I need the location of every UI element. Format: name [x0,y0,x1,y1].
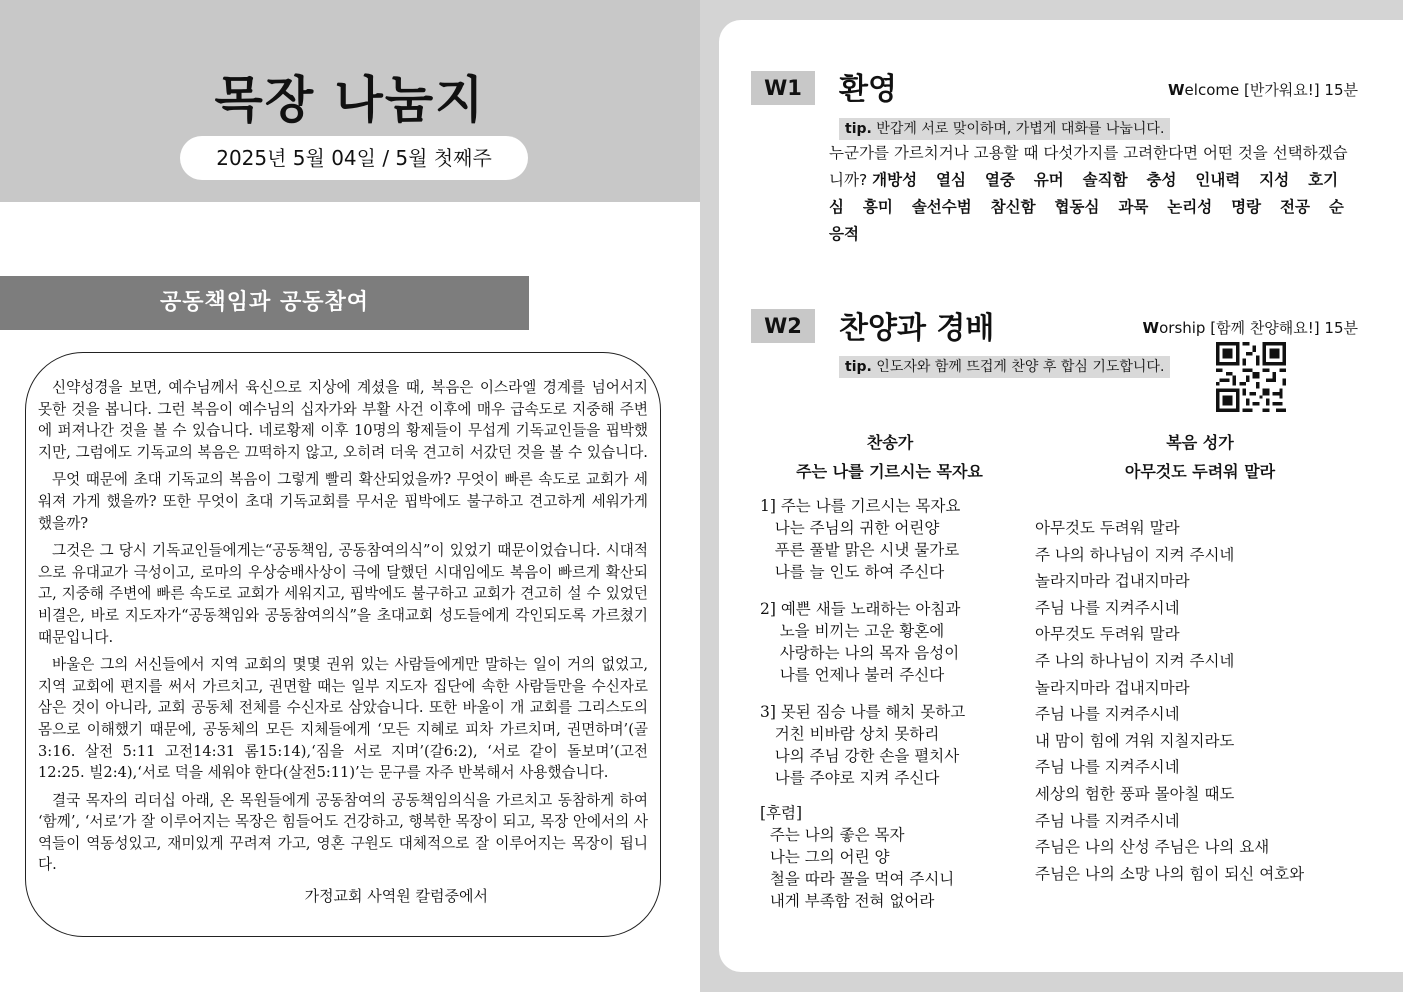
w1-keyword: 솔직함 [1082,171,1128,189]
hymn-category: 찬송가 [866,433,914,452]
w2-tip-label: tip. [845,359,872,375]
w1-question-block [829,140,1357,248]
hymn-lyric-line: [후렴] [760,804,803,822]
gospel-lyric-line: 놀라지마라 겁내지마라 [1035,572,1190,591]
w1-keyword: 전공 [1280,198,1310,216]
gospel-title: 아무것도 두려워 말라 [1124,462,1276,481]
w1-word-list [829,171,1344,243]
w2-meta [1143,317,1358,338]
w1-keyword: 개방성 [872,171,918,189]
hymn-lyric-line: 1] 주는 나를 기르시는 목자요 [760,497,961,515]
w1-keyword: 명랑 [1231,198,1262,216]
w1-keyword: 지성 [1259,171,1290,189]
hymn-lyric-line: 나는 그의 어린 양 [760,848,890,866]
hymn-title: 주는 나를 기르시는 목자요 [796,462,983,481]
w1-meta-text: elcome [반가워요!] 15분 [1184,81,1358,99]
article-paragraph: 결국 목자의 리더십 아래, 온 목원들에게 공동참여의 공동책임의식을 가르치고 동참하게 하여 ‘함께’, ‘서로’가 잘 이루어지는 목장은 힘들어도 건강하고, 행복한 목장이 되고, 목장 안에서의 사역들이 역동성있고, 재미있게 꾸려져 가고, 영혼 구원도 대체적으로 잘 이루어지는 목장이 됩니다. [38,791,648,874]
w1-keyword: 참신함 [990,198,1036,216]
article-paragraph: 신약성경을 보면, 예수님께서 육신으로 지상에 계셨을 때, 복음은 이스라엘 경계를 넘어서지 못한 것을 봅니다. 그런 복음이 예수님의 십자가와 부활 사건 이후에 매우 급속도로 지중해 주변에 퍼져나간 것을 볼 수 있습니다. 네로황제 이후 10명의 황제들이 무섭게 기독교인들을 핍박했지만, 그럼에도 기독교의 복음은 끄떡하지 않고, 오히려 더욱 견고히 서갔던 것을 볼 수 있습니다. [38,379,648,461]
w1-meta-initial: W [1168,81,1185,99]
gospel-lyric-line: 세상의 험한 풍파 몰아칠 때도 [1035,785,1235,803]
w1-keyword: 열중 [984,171,1015,189]
hymn-lyric-line: 2] 예쁜 새들 노래하는 아침과 [760,600,961,618]
gospel-lyric-line: 주 나의 하나님이 지켜 주시네 [1035,652,1235,670]
hymn-lyric-line: 나를 늘 인도 하여 주신다 [760,563,945,581]
article-paragraph: 무엇 때문에 초대 기독교의 복음이 그렇게 빨리 확산되었을까? 무엇이 빠른 속도로 교회가 세워져 가게 했을까? 또한 무엇이 초대 기독교회를 무서운 핍박에도 불구하고 견고하게 세워가게 했을까? [38,471,648,532]
w1-keyword: 흥미 [862,198,893,216]
hymn-lyric-line: 나의 주님 강한 손을 펼치사 [760,747,960,765]
gospel-lyric-line: 주님은 나의 산성 주님은 나의 요새 [1035,838,1270,857]
gospel-lyric-line: 주님 나를 지켜주시네 [1035,598,1180,617]
date-label: 2025년 5월 04일 / 5월 첫째주 [180,136,528,180]
w1-keyword: 협동심 [1054,198,1100,216]
w1-keyword: 솔선수범 [911,198,972,216]
hymn-lyric-line: 노을 비끼는 고운 황혼에 [760,622,945,640]
w2-title: 찬양과 경배 [839,311,995,346]
w2-tip-text: 인도자와 함께 뜨겁게 찬양 후 합심 기도합니다. [871,359,1165,375]
hymn-lyric-line: 나는 주님의 귀한 어린양 [760,519,940,537]
w1-title: 환영 [839,72,897,107]
w1-keyword: 순응적 [829,198,1344,243]
gospel-lyric-line: 주님은 나의 소망 나의 힘이 되신 여호와 [1035,864,1305,883]
gospel-lyric-line: 주님 나를 지켜주시네 [1035,758,1180,777]
w2-meta-text: orship [함께 찬양해요!] 15분 [1159,319,1358,337]
w1-keyword: 과묵 [1118,198,1149,216]
page-title: 목장 나눔지 [214,71,486,129]
hymn-lyric-line: 주는 나의 좋은 목자 [760,826,905,844]
w1-keyword: 유머 [1033,171,1064,189]
article-credit: 가정교회 사역원 칼럼중에서 [304,887,488,906]
section-title: 공동책임과 공동참여 [0,276,529,330]
hymn-lyric-line: 거친 비바람 상치 못하리 [760,725,940,743]
hymn-lyric-line: 내게 부족함 전혀 없어라 [760,892,935,910]
gospel-lyric-line: 놀라지마라 겁내지마라 [1035,678,1190,697]
w1-keyword: 열심 [935,171,966,189]
gospel-lyric-line: 주님 나를 지켜주시네 [1035,705,1180,724]
hymn-lyric-line: 푸른 풀밭 맑은 시냇 물가로 [760,541,960,559]
w1-keyword: 논리성 [1167,198,1213,216]
gospel-lyric-line: 아무것도 두려워 말라 [1035,519,1180,537]
w1-tip-text: 반갑게 서로 맞이하며, 가볍게 대화를 나눕니다. [871,121,1165,137]
w1-keyword: 인내력 [1195,171,1241,189]
w2-meta-initial: W [1142,319,1160,337]
w1-keyword: 충성 [1146,171,1177,189]
qr-code-icon[interactable] [1216,342,1286,412]
gospel-lyric-line: 주님 나를 지켜주시네 [1035,811,1180,830]
column-article [25,352,661,937]
w1-tip-label: tip. [845,121,872,137]
article-paragraph: 그것은 그 당시 기독교인들에게는“공동책임, 공동참여의식”이 있었기 때문이었습니다. 시대적으로 유대교가 극성이고, 로마의 우상숭배사상이 극에 달했던 시대임에도 복음이 빠르게 확산되고, 지중해 주변에 빠른 속도로 교회가 세워지고, 핍박에도 불구하고 교회가 견고히 설 수 있었던 비결은, 바로 지도자가“공동책임와 공동참여의식”을 초대교회 성도들에게 각인되도록 가르쳤기 때문입니다. [38,542,648,646]
article-paragraph: 바울은 그의 서신들에서 지역 교회의 몇몇 권위 있는 사람들에게만 말하는 일이 거의 없었고, 지역 교회에 편지를 써서 가르치고, 권면할 때는 일부 지도자 집단에 속한 사람들만을 수신자로 삼은 것이 아니라, 교회 공동체 전체를 수신자로 삼았습니다. 또한 바울이 개 교회를 그리스도의 몸으로 이해했기 때문에, 공동체의 모든 지체들에게 ‘모든 지혜로 피차 가르치며, 권면하며’(골3:16. 살전 5:11 고전14:31 롬15:14),‘짐을 서로 지며’(갈6:2), ‘서로 같이 돌보며’(고전12:25. 빌2:4),‘서로 덕을 세워야 한다(살전5:11)’는 문구를 자주 반복해서 사용했습니다. [38,656,648,782]
hymn-lyric-line: 나를 주야로 지켜 주신다 [760,769,940,787]
w1-tip [839,118,1170,140]
gospel-category: 복음 성가 [1166,433,1234,452]
hymn-lyric-line: 나를 언제나 불러 주신다 [760,666,945,684]
gospel-lyric-line: 주 나의 하나님이 지켜 주시네 [1035,545,1235,564]
gospel-lyric-line: 내 맘이 힘에 겨워 지칠지라도 [1035,731,1235,750]
w1-keyword: 호기심 [829,171,1339,216]
w2-tip [839,356,1170,378]
hymn-lyric-line: 사랑하는 나의 목자 음성이 [760,644,960,662]
w1-question: 누군가를 가르치거나 고용할 때 다섯가지를 고려한다면 어떤 것을 선택하겠습니까? [829,144,1348,189]
gospel-lyric-line: 아무것도 두려워 말라 [1035,625,1180,644]
hymn-lyric-line: 철을 따라 꼴을 먹여 주시니 [760,870,955,888]
left-page [0,0,700,992]
w1-meta [1168,79,1358,100]
hymn-lyric-line: 3] 못된 짐승 나를 해치 못하고 [760,703,966,721]
w1-badge: W1 [751,71,815,105]
w2-badge: W2 [751,309,815,343]
